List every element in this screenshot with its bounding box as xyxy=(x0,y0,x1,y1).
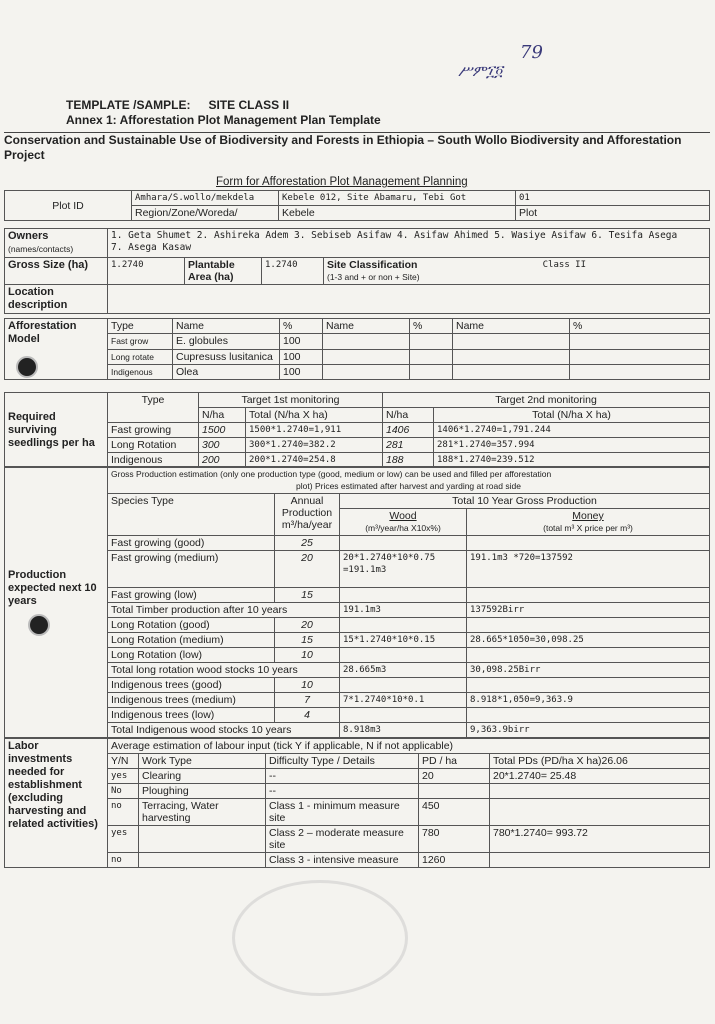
labor-work: Ploughing xyxy=(139,784,266,799)
region-value: Amhara/S.wollo/mekdela xyxy=(132,191,279,206)
production-money xyxy=(467,588,710,603)
labor-yn: no xyxy=(108,799,139,826)
labor-label: Labor investments needed for establishment (excluding harvesting and related activities) xyxy=(5,739,108,868)
owners-label: Owners xyxy=(8,230,49,242)
production-note-2: plot) Prices estimated after harvest and yarding at road side xyxy=(296,481,521,491)
production-species: Indigenous trees (good) xyxy=(108,678,275,693)
production-annual: 20 xyxy=(275,551,340,588)
model-row-pct: 100 xyxy=(280,334,323,349)
production-money xyxy=(467,708,710,723)
labor-work: Clearing xyxy=(139,769,266,784)
plot-label: Plot xyxy=(516,206,710,221)
total-header-2: Total (N/ha X ha) xyxy=(434,408,710,423)
labor-work xyxy=(139,853,266,868)
region-label: Region/Zone/Woreda/ xyxy=(132,206,279,221)
model-row-name: Cupresuss lusitanica xyxy=(173,349,280,364)
money-header: Money xyxy=(572,510,604,522)
seedlings-table xyxy=(4,392,710,468)
form-title: Form for Afforestation Plot Management Planning xyxy=(216,176,468,188)
production-annual: 10 xyxy=(275,648,340,663)
labor-header-pd: PD / ha xyxy=(419,754,490,769)
labor-total xyxy=(490,853,710,868)
model-row-type: Fast grow xyxy=(108,334,173,349)
labor-yn: No xyxy=(108,784,139,799)
labor-work xyxy=(139,826,266,853)
production-species: Long Rotation (good) xyxy=(108,618,275,633)
model-row-type: Long rotate xyxy=(108,349,173,364)
gross-size-label: Gross Size (ha) xyxy=(5,258,108,285)
site-class-value: Class II xyxy=(542,260,586,270)
afforestation-model-label: Afforestation Model xyxy=(8,320,77,345)
plot-id-table xyxy=(4,190,710,221)
handwritten-number: 79 xyxy=(520,42,543,63)
seedling-row-t1: 300*1.2740=382.2 xyxy=(246,438,383,453)
production-wood: 15*1.2740*10*0.15 xyxy=(340,633,467,648)
model-extra-header-name-2: Name xyxy=(453,319,570,334)
production-wood xyxy=(340,708,467,723)
labor-yn: yes xyxy=(108,826,139,853)
production-annual: 4 xyxy=(275,708,340,723)
punch-hole xyxy=(16,356,38,378)
production-species: Fast growing (low) xyxy=(108,588,275,603)
production-total-row: Total Indigenous wood stocks 10 years xyxy=(108,723,340,738)
project-title: Conservation and Sustainable Use of Biodiversity and Forests in Ethiopia – South Wollo Biodiversity and Afforestation Project xyxy=(4,132,710,163)
owners-table xyxy=(4,228,710,314)
labor-total xyxy=(490,799,710,826)
site-class-label: Site Classification xyxy=(327,259,418,271)
production-money xyxy=(467,648,710,663)
seedling-row-t2: 188*1.2740=239.512 xyxy=(434,453,710,468)
seedling-row-n2: 1406 xyxy=(383,423,434,438)
labor-header-difficulty: Difficulty Type / Details xyxy=(266,754,419,769)
kebele-label: Kebele xyxy=(279,206,516,221)
production-wood xyxy=(340,648,467,663)
labor-difficulty: -- xyxy=(266,784,419,799)
target-1-header: Target 1st monitoring xyxy=(199,393,383,408)
labor-yn: no xyxy=(108,853,139,868)
production-annual: 7 xyxy=(275,693,340,708)
owners-line-2: 7. Asega Kasaw xyxy=(111,242,192,253)
seedlings-label: Required surviving seedlings per ha xyxy=(5,393,108,468)
seedling-row-t2: 281*1.2740=357.994 xyxy=(434,438,710,453)
production-money: 9,363.9birr xyxy=(467,723,710,738)
labor-pd xyxy=(419,784,490,799)
model-header-name: Name xyxy=(173,319,280,334)
annex-title: Annex 1: Afforestation Plot Management Plan Template xyxy=(66,113,381,127)
labor-header-work: Work Type xyxy=(139,754,266,769)
labor-difficulty: Class 3 - intensive measure xyxy=(266,853,419,868)
production-money: 30,098.25Birr xyxy=(467,663,710,678)
production-table xyxy=(4,466,710,738)
wood-header: Wood xyxy=(389,510,417,522)
production-money xyxy=(467,536,710,551)
seedling-row-type: Long Rotation xyxy=(108,438,199,453)
production-species: Long Rotation (low) xyxy=(108,648,275,663)
afforestation-model-table xyxy=(4,318,710,380)
template-label: TEMPLATE /SAMPLE: xyxy=(66,98,191,112)
production-label: Production expected next 10 years xyxy=(8,568,97,607)
labor-pd: 1260 xyxy=(419,853,490,868)
labor-header-yn: Y/N xyxy=(108,754,139,769)
labor-header-total: Total PDs (PD/ha X ha)26.06 xyxy=(490,754,710,769)
faded-stamp xyxy=(232,880,408,996)
labor-pd: 780 xyxy=(419,826,490,853)
labor-work: Terracing, Water harvesting xyxy=(139,799,266,826)
seedling-row-n1: 200 xyxy=(199,453,246,468)
seedling-row-t1: 200*1.2740=254.8 xyxy=(246,453,383,468)
model-extra-header-name-1: Name xyxy=(323,319,410,334)
plot-id-label: Plot ID xyxy=(5,191,132,221)
wood-subheader: (m³/year/ha X10x%) xyxy=(365,523,441,533)
production-wood: 8.918m3 xyxy=(340,723,467,738)
production-note-1: Gross Production estimation (only one production type (good, medium or low) can be used and filled per afforestation xyxy=(111,469,552,479)
gross-size-value: 1.2740 xyxy=(108,258,185,285)
location-value xyxy=(108,285,710,314)
nha-header-2: N/ha xyxy=(383,408,434,423)
punch-hole xyxy=(28,614,50,636)
production-species: Fast growing (good) xyxy=(108,536,275,551)
production-money: 137592Birr xyxy=(467,603,710,618)
owners-line-1: 1. Geta Shumet 2. Ashireka Adem 3. Sebiseb Asifaw 4. Asifaw Ahimed 5. Wasiye Asifaw 6. Tesifa Asega xyxy=(111,230,678,241)
labor-difficulty: Class 1 - minimum measure site xyxy=(266,799,419,826)
labor-pd: 20 xyxy=(419,769,490,784)
seedling-row-type: Indigenous xyxy=(108,453,199,468)
target-2-header: Target 2nd monitoring xyxy=(383,393,710,408)
production-wood: 7*1.2740*10*0.1 xyxy=(340,693,467,708)
seedling-row-t2: 1406*1.2740=1,791.244 xyxy=(434,423,710,438)
production-annual: 25 xyxy=(275,536,340,551)
labor-note: Average estimation of labour input (tick Y if applicable, N if not applicable) xyxy=(108,739,710,754)
labor-total: 20*1.2740= 25.48 xyxy=(490,769,710,784)
seedling-row-n2: 188 xyxy=(383,453,434,468)
handwritten-amharic: ሥም፲፬ xyxy=(458,62,503,80)
production-species: Indigenous trees (medium) xyxy=(108,693,275,708)
production-annual: 15 xyxy=(275,633,340,648)
labor-total xyxy=(490,784,710,799)
production-money xyxy=(467,618,710,633)
title-block xyxy=(66,98,381,128)
location-label: Location description xyxy=(5,285,108,314)
seedling-row-n1: 1500 xyxy=(199,423,246,438)
production-annual: 15 xyxy=(275,588,340,603)
seedlings-type-header: Type xyxy=(108,393,199,423)
plantable-area-value: 1.2740 xyxy=(262,258,324,285)
kebele-value: Kebele 012, Site Abamaru, Tebi Got xyxy=(279,191,516,206)
nha-header-1: N/ha xyxy=(199,408,246,423)
owners-sublabel: (names/contacts) xyxy=(8,244,74,254)
money-subheader: (total m³ X price per m³) xyxy=(543,523,633,533)
production-total-row: Total long rotation wood stocks 10 years xyxy=(108,663,340,678)
model-row-pct: 100 xyxy=(280,349,323,364)
production-money: 28.665*1050=30,098.25 xyxy=(467,633,710,648)
production-wood xyxy=(340,536,467,551)
production-money: 191.1m3 *720=137592 xyxy=(467,551,710,588)
labor-table xyxy=(4,738,710,868)
production-wood xyxy=(340,588,467,603)
production-annual: 20 xyxy=(275,618,340,633)
plot-value: 01 xyxy=(516,191,710,206)
species-type-header: Species Type xyxy=(108,494,275,536)
production-total-row: Total Timber production after 10 years xyxy=(108,603,340,618)
production-wood xyxy=(340,618,467,633)
labor-pd: 450 xyxy=(419,799,490,826)
seedling-row-type: Fast growing xyxy=(108,423,199,438)
seedling-row-t1: 1500*1.2740=1,911 xyxy=(246,423,383,438)
production-species: Long Rotation (medium) xyxy=(108,633,275,648)
model-row-name: Olea xyxy=(173,364,280,379)
production-annual: 10 xyxy=(275,678,340,693)
production-money xyxy=(467,678,710,693)
model-row-type: Indigenous xyxy=(108,364,173,379)
site-class-title: SITE CLASS II xyxy=(208,98,290,112)
production-wood: 20*1.2740*10*0.75 =191.1m3 xyxy=(340,551,467,588)
plantable-area-label: Plantable Area (ha) xyxy=(185,258,262,285)
production-money: 8.918*1,050=9,363.9 xyxy=(467,693,710,708)
model-row-name: E. globules xyxy=(173,334,280,349)
model-header-pct: % xyxy=(280,319,323,334)
labor-yn: yes xyxy=(108,769,139,784)
total-header-1: Total (N/ha X ha) xyxy=(246,408,383,423)
production-wood: 28.665m3 xyxy=(340,663,467,678)
production-wood: 191.1m3 xyxy=(340,603,467,618)
labor-difficulty: Class 2 – moderate measure site xyxy=(266,826,419,853)
labor-total: 780*1.2740= 993.72 xyxy=(490,826,710,853)
model-extra-header-pct-2: % xyxy=(570,319,710,334)
labor-difficulty: -- xyxy=(266,769,419,784)
total-10-header: Total 10 Year Gross Production xyxy=(340,494,710,509)
production-species: Fast growing (medium) xyxy=(108,551,275,588)
site-class-sub: (1-3 and + or non + Site) xyxy=(327,272,420,282)
seedling-row-n2: 281 xyxy=(383,438,434,453)
production-species: Indigenous trees (low) xyxy=(108,708,275,723)
annual-production-header: Annual Production m³/ha/year xyxy=(275,494,340,536)
model-extra-header-pct-1: % xyxy=(410,319,453,334)
seedling-row-n1: 300 xyxy=(199,438,246,453)
model-row-pct: 100 xyxy=(280,364,323,379)
model-header-type: Type xyxy=(108,319,173,334)
production-wood xyxy=(340,678,467,693)
